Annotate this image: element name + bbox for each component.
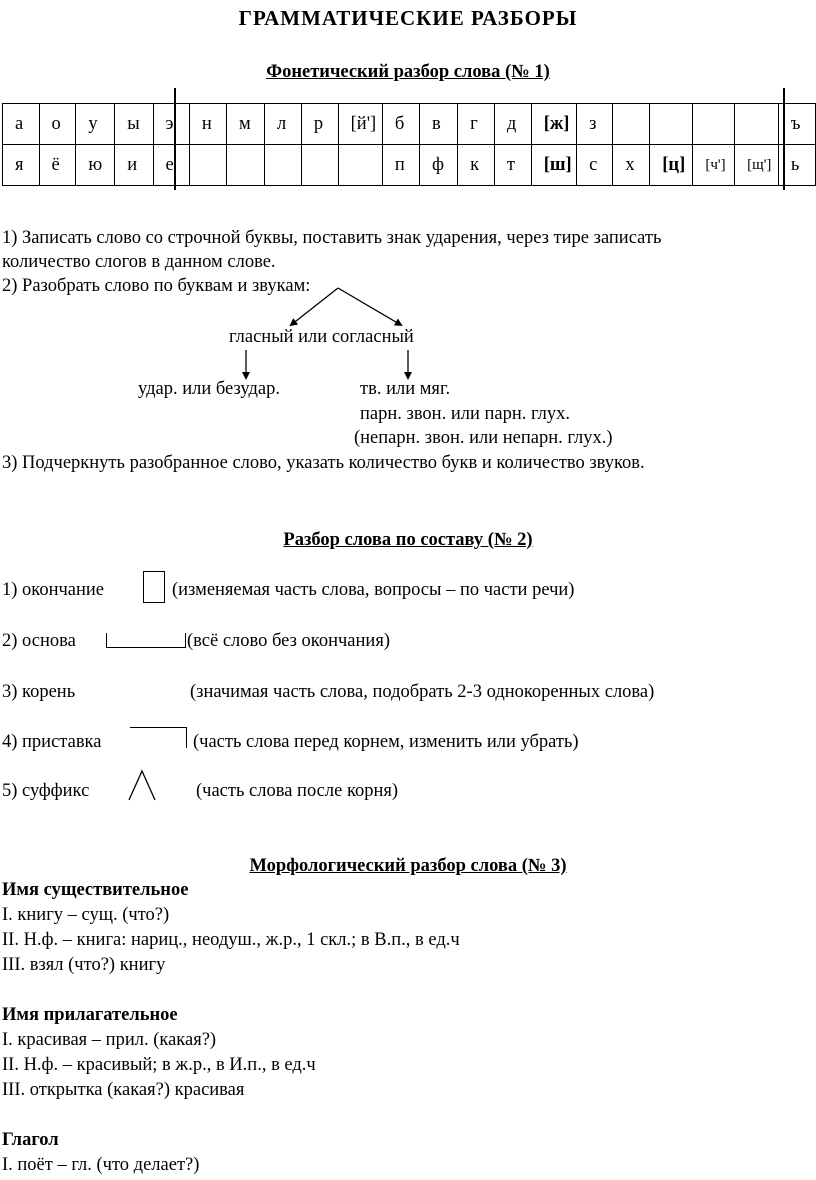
table-cell: к [458,145,495,186]
table-cell: ю [76,145,115,186]
prefix-icon [130,727,187,748]
table-cell: [й'] [338,104,382,145]
paired-label: парн. звон. или парн. глух. [360,404,571,424]
table-cell: о [39,104,76,145]
page-title: ГРАММАТИЧЕСКИЕ РАЗБОРЫ [238,6,578,30]
suffix-desc: (часть слова после корня) [196,781,399,801]
ending-desc: (изменяемая часть слова, вопросы – по части речи) [172,580,575,600]
hard-soft-label: тв. или мяг. [360,379,451,399]
root-desc: (значимая часть слова, подобрать 2-3 однокоренных слова) [190,682,655,702]
ending-label: 1) окончание [2,580,105,600]
noun-title: Имя существительное [2,880,189,900]
table-cell: [щ'] [735,145,779,186]
stem-label: 2) основа [2,631,76,651]
table-cell: т [494,145,531,186]
prefix-label: 4) приставка [2,732,102,752]
unpaired-label: (непарн. звон. или непарн. глух.) [354,428,613,448]
table-cell: э [153,104,189,145]
table-cell: у [76,104,115,145]
root-label: 3) корень [2,682,76,702]
adjective-line-1: I. красивая – прил. (какая?) [2,1030,217,1050]
table-cell: [ш] [531,145,576,186]
step2: 2) Разобрать слово по буквам и звукам: [2,276,311,296]
table-cell: ы [115,104,153,145]
table-cell: п [382,145,419,186]
adjective-line-2: II. Н.ф. – красивый; в ж.р., в И.п., в ед.ч [2,1055,316,1075]
table-cell: с [577,145,613,186]
step3: 3) Подчеркнуть разобранное слово, указать количество букв и количество звуков. [2,453,645,473]
table-cell: х [613,145,650,186]
adjective-line-3: III. открытка (какая?) красивая [2,1080,245,1100]
table-cell: и [115,145,153,186]
table-cell: д [494,104,531,145]
phonetic-heading: Фонетический разбор слова (№ 1) [266,62,550,82]
table-cell: [ц] [650,145,693,186]
ending-icon [143,571,165,603]
table-cell: [ж] [531,104,576,145]
table-cell: ь [778,145,815,186]
table-cell: р [301,104,338,145]
table-cell: б [382,104,419,145]
table-cell: з [577,104,613,145]
morphology-heading: Морфологический разбор слова (№ 3) [249,856,567,876]
composition-heading: Разбор слова по составу (№ 2) [283,530,533,550]
adjective-title: Имя прилагательное [2,1005,178,1025]
stem-desc: (всё слово без окончания) [187,631,390,651]
verb-title: Глагол [2,1130,59,1150]
noun-line-2: II. Н.ф. – книга: нариц., неодуш., ж.р., 1 скл.; в В.п., в ед.ч [2,930,460,950]
noun-line-1: I. книгу – сущ. (что?) [2,905,170,925]
stem-icon [106,633,186,648]
suffix-icon [127,768,157,802]
suffix-label: 5) суффикс [2,781,90,801]
step1-line2: количество слогов в данном слове. [2,252,276,272]
table-cell: м [227,104,265,145]
table-cell: [ч'] [693,145,735,186]
verb-line-1: I. поёт – гл. (что делает?) [2,1155,200,1175]
step1-line1: 1) Записать слово со строчной буквы, поставить знак ударения, через тире записать [2,228,662,248]
noun-line-3: III. взял (что?) книгу [2,955,166,975]
table-cell: ё [39,145,76,186]
prefix-desc: (часть слова перед корнем, изменить или убрать) [193,732,579,752]
table-cell: н [189,104,226,145]
table-cell: г [458,104,495,145]
table-cell: я [3,145,40,186]
table-cell: ъ [778,104,815,145]
stressed-label: удар. или безудар. [138,379,280,399]
table-cell: а [3,104,40,145]
table-cell: л [264,104,301,145]
table-cell: е [153,145,189,186]
vowel-or-consonant: гласный или согласный [229,327,414,347]
table-cell: ф [420,145,458,186]
table-cell: в [420,104,458,145]
